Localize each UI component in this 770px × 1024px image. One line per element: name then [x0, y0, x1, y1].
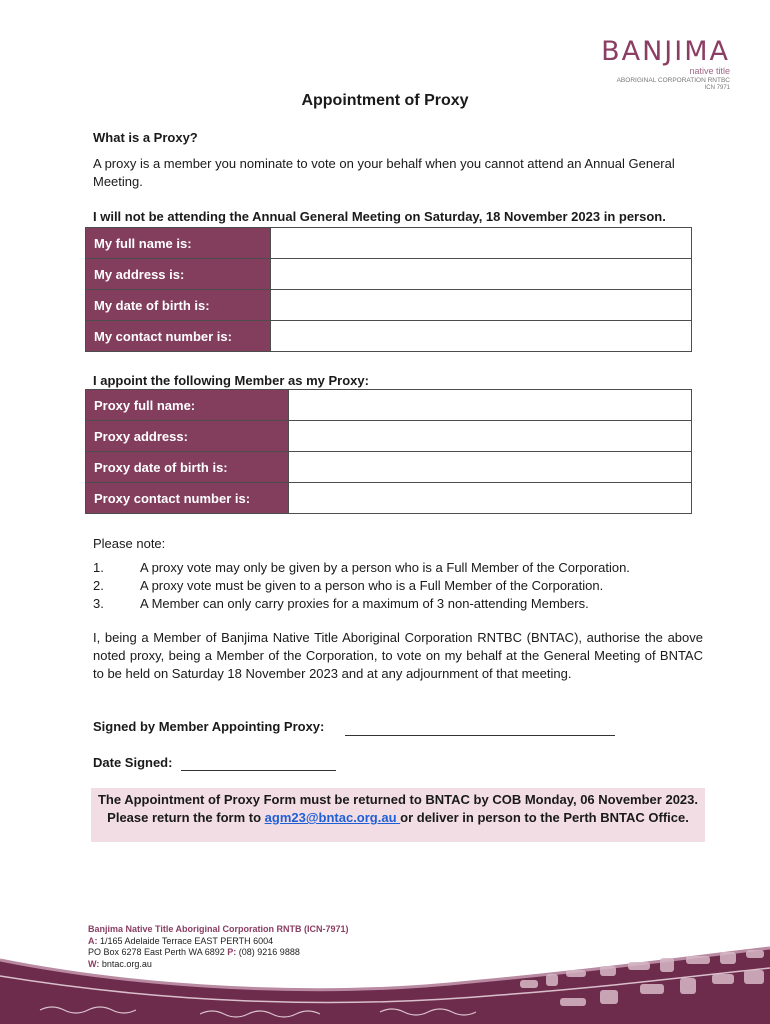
- notes-list: [93, 559, 713, 613]
- member-dob-field[interactable]: [271, 290, 692, 321]
- member-dob-label: My date of birth is:: [86, 290, 271, 321]
- banjima-logo: [601, 36, 734, 91]
- member-contact-field[interactable]: [271, 321, 692, 352]
- return-notice-text: [97, 791, 699, 827]
- phone-label: P:: [227, 947, 237, 957]
- footer-po-box: PO Box 6278 East Perth WA 6892: [88, 947, 225, 957]
- footer-address: 1/165 Adelaide Terrace EAST PERTH 6004: [100, 935, 274, 946]
- please-note-heading: Please note:: [93, 536, 166, 551]
- page-title: Appointment of Proxy: [301, 92, 469, 109]
- email-link[interactable]: agm23@bntac.org.au: [264, 810, 401, 825]
- return-notice-box: [91, 788, 705, 842]
- logo-icn: ICN 7971: [704, 85, 730, 91]
- footer-phone: (08) 9216 9888: [238, 947, 300, 957]
- note-number: 1.: [93, 560, 104, 575]
- proxy-contact-field[interactable]: [289, 483, 692, 514]
- web-label: W:: [88, 958, 100, 969]
- member-row-address: [86, 259, 692, 290]
- logo-corporation: ABORIGINAL CORPORATION RNTBC: [616, 77, 730, 84]
- signature-label: Signed by Member Appointing Proxy:: [93, 719, 325, 734]
- note-number: 2.: [93, 578, 104, 593]
- appoint-proxy-heading: I appoint the following Member as my Proxy:: [93, 373, 369, 388]
- proxy-dob-field[interactable]: [289, 452, 692, 483]
- member-name-field[interactable]: [271, 228, 692, 259]
- proxy-address-label: Proxy address:: [86, 421, 289, 452]
- member-row-name: [86, 228, 692, 259]
- return-notice-outro: or deliver in person to the Perth BNTAC Office.: [400, 810, 689, 825]
- proxy-row-dob: [86, 452, 692, 483]
- proxy-name-label: Proxy full name:: [86, 390, 289, 421]
- proxy-row-address: [86, 421, 692, 452]
- date-signed-label: Date Signed:: [93, 755, 173, 770]
- member-address-label: My address is:: [86, 259, 271, 290]
- note-text: A proxy vote may only be given by a person who is a Full Member of the Corporation.: [140, 560, 630, 575]
- not-attending-statement: I will not be attending the Annual General Meeting on Saturday, 18 November 2023 in person.: [93, 209, 666, 224]
- note-item: [93, 559, 713, 577]
- member-row-dob: [86, 290, 692, 321]
- member-row-contact: [86, 321, 692, 352]
- authorisation-statement: I, being a Member of Banjima Native Title Aboriginal Corporation RNTBC (BNTAC), authorise the above noted proxy, being a Member of the Corporation, to vote on my behalf at the General Meeting of BNTAC to be held on Saturday 18 November 2023 and at any adjournment of that meeting.: [93, 630, 703, 681]
- member-contact-label: My contact number is:: [86, 321, 271, 352]
- return-notice-intro: The Appointment of Proxy Form must be returned to BNTAC by COB Monday, 06 November 2023. Please return the form to: [97, 792, 698, 825]
- proxy-contact-label: Proxy contact number is:: [86, 483, 289, 514]
- note-text: A Member can only carry proxies for a maximum of 3 non-attending Members.: [140, 596, 589, 611]
- note-number: 3.: [93, 596, 104, 611]
- proxy-row-contact: [86, 483, 692, 514]
- note-item: [93, 577, 713, 595]
- proxy-dob-label: Proxy date of birth is:: [86, 452, 289, 483]
- member-details-table: [85, 227, 692, 352]
- signature-line[interactable]: [345, 735, 615, 736]
- logo-wordmark: BANJIMA: [601, 36, 730, 67]
- footer-decorative-art: [0, 940, 770, 1024]
- proxy-details-table: [85, 389, 692, 514]
- address-label: A:: [88, 935, 98, 946]
- footer-org-name: Banjima Native Title Aboriginal Corporation RNTB (ICN-7971): [88, 924, 349, 934]
- what-is-proxy-heading: What is a Proxy?: [93, 130, 198, 145]
- member-address-field[interactable]: [271, 259, 692, 290]
- logo-subtitle: native title: [689, 66, 730, 76]
- note-item: [93, 595, 713, 613]
- proxy-row-name: [86, 390, 692, 421]
- proxy-address-field[interactable]: [289, 421, 692, 452]
- member-name-label: My full name is:: [86, 228, 271, 259]
- what-is-proxy-text: A proxy is a member you nominate to vote on your behalf when you cannot attend an Annual General Meeting.: [93, 156, 675, 189]
- proxy-name-field[interactable]: [289, 390, 692, 421]
- note-text: A proxy vote must be given to a person who is a Full Member of the Corporation.: [140, 578, 604, 593]
- date-signed-line[interactable]: [181, 770, 336, 771]
- footer-web[interactable]: bntac.org.au: [101, 958, 152, 969]
